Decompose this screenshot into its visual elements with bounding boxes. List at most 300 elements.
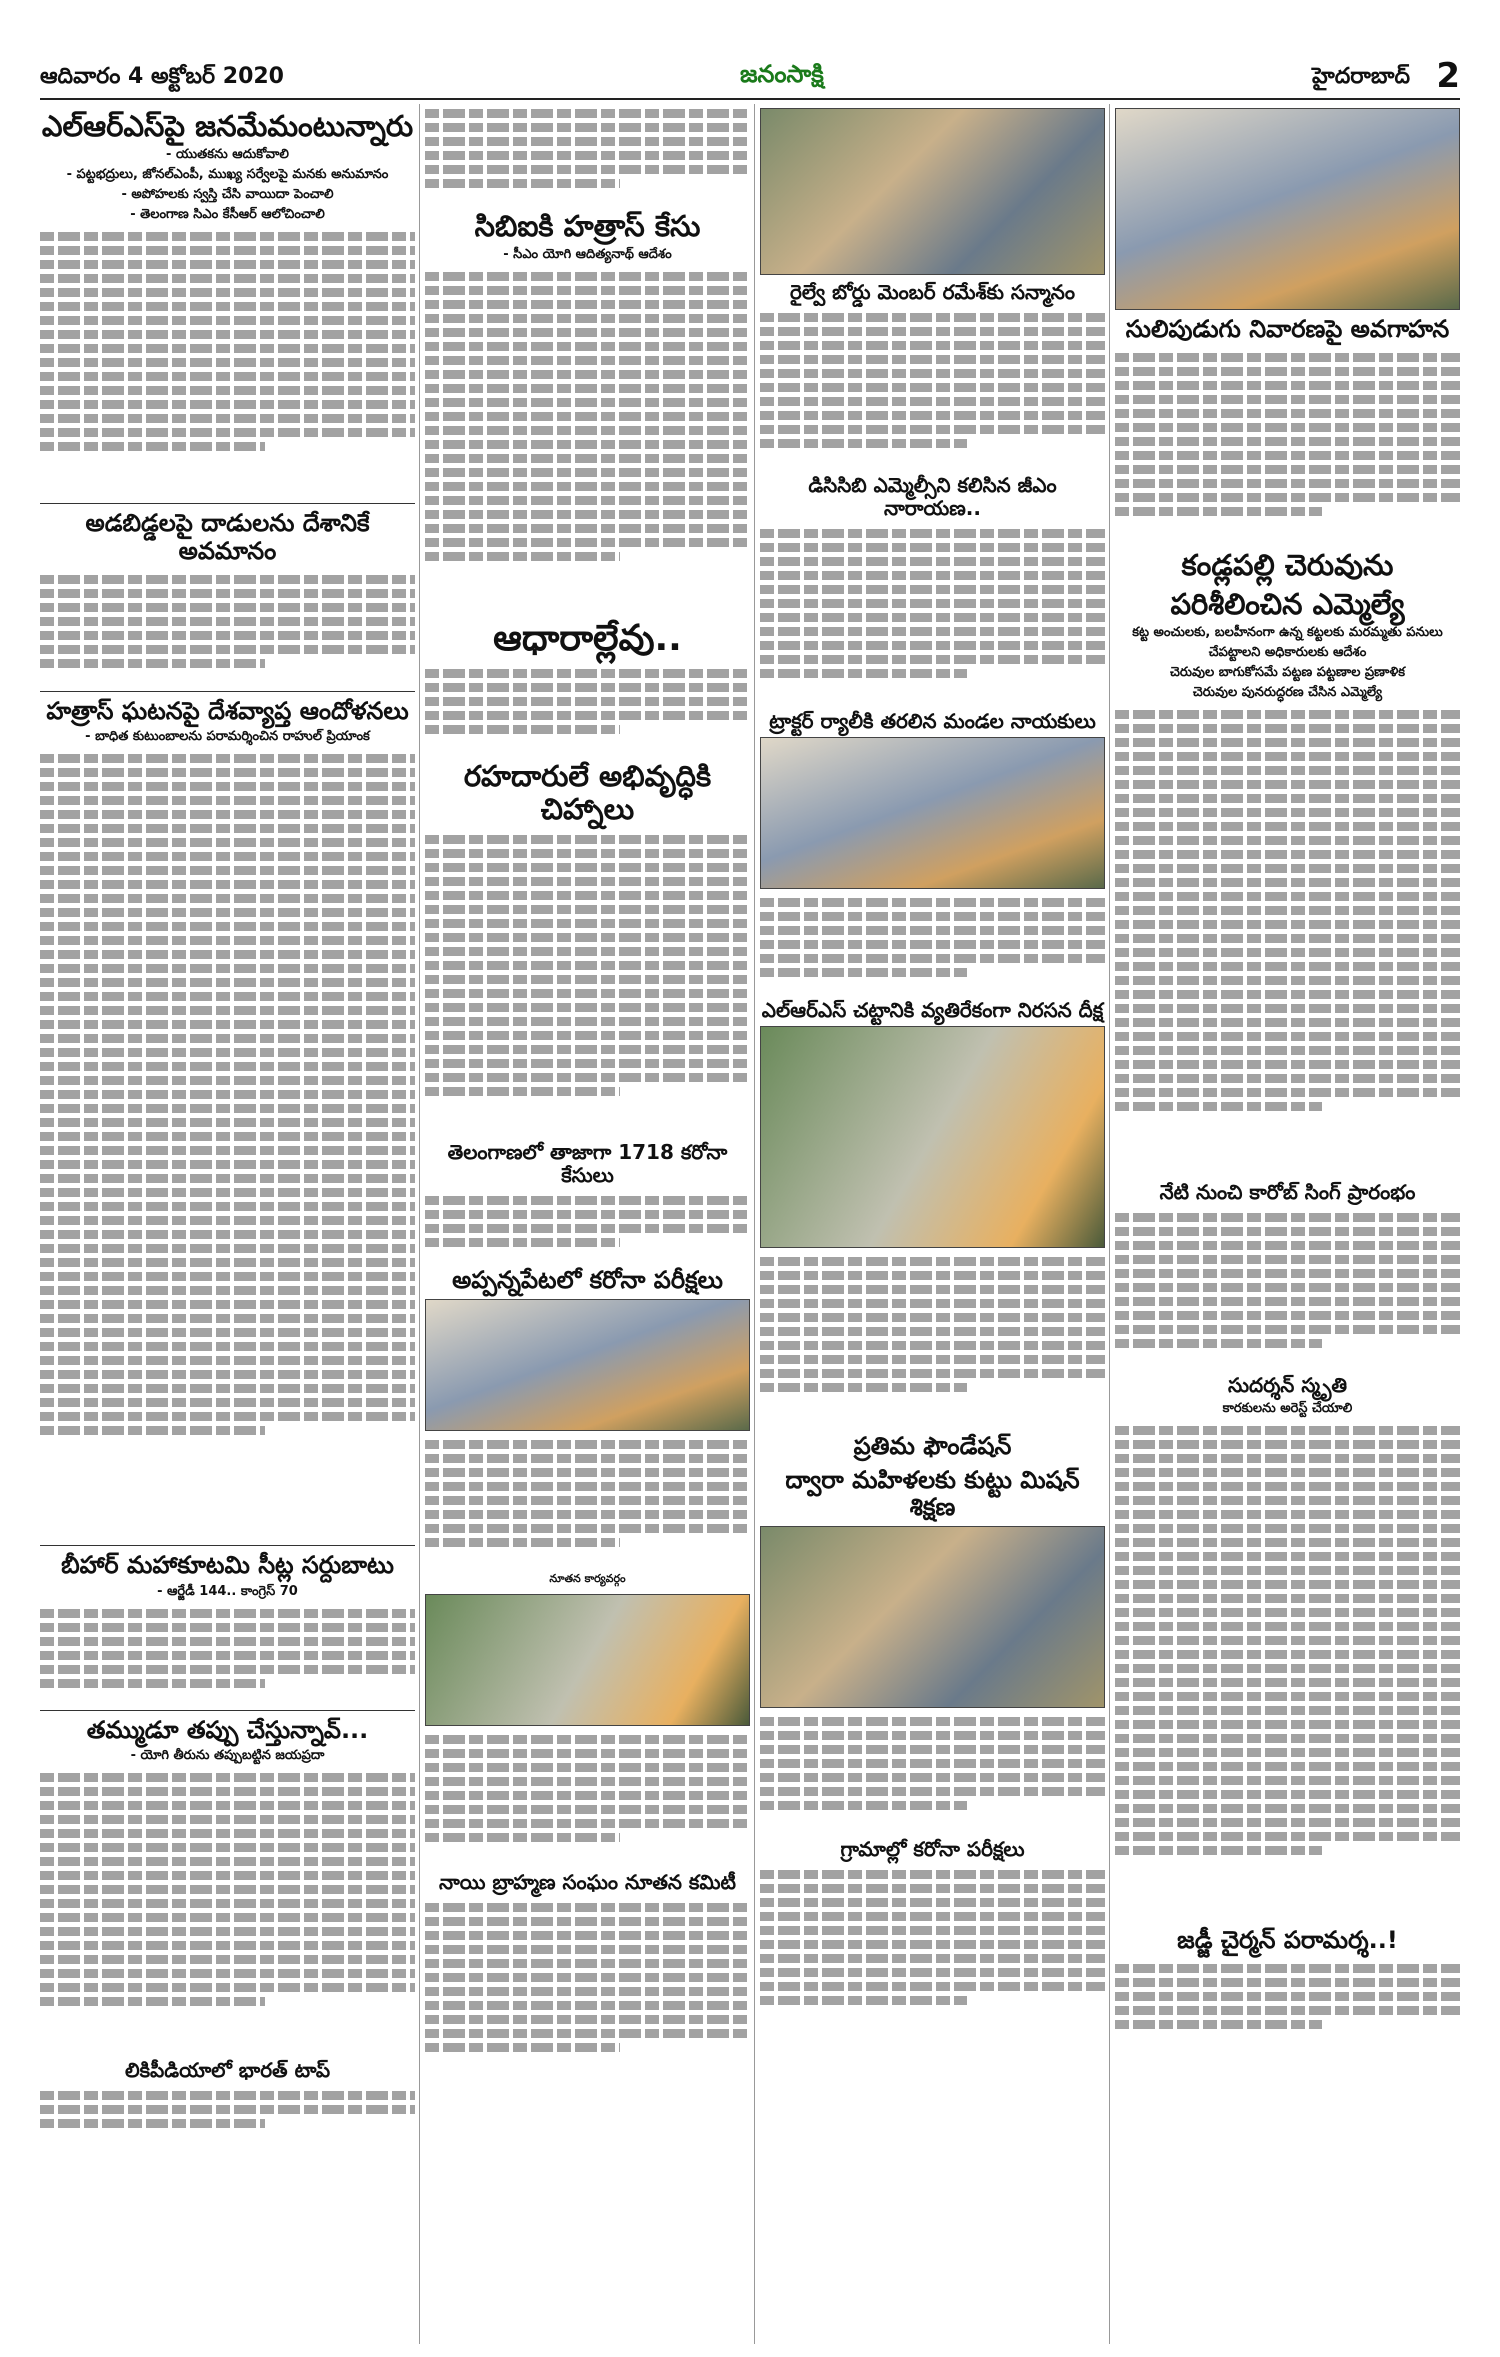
text-line: [1115, 1832, 1460, 1841]
text-line: [760, 1884, 1105, 1893]
text-line: [425, 947, 750, 956]
text-line: [425, 975, 750, 984]
column-3: [760, 104, 1105, 2025]
text-line: [40, 1342, 415, 1351]
text-line: [760, 669, 967, 678]
text-line: [40, 232, 415, 241]
text-line: [40, 782, 415, 791]
text-line: [1115, 1720, 1460, 1729]
text-line: [40, 442, 265, 451]
text-line: [1115, 1018, 1460, 1027]
text-line: [760, 397, 1105, 406]
text-line: [40, 1398, 415, 1407]
text-line: [425, 314, 750, 323]
text-line: [425, 1482, 750, 1491]
text-line: [1115, 2006, 1460, 2015]
text-line: [425, 524, 750, 533]
text-line: [1115, 1804, 1460, 1813]
masthead-logo: జనంసాక్షి: [740, 60, 824, 88]
text-line: [425, 440, 750, 449]
text-line: [425, 697, 750, 706]
text-line: [760, 1285, 1105, 1294]
article-body: [760, 524, 1105, 704]
text-line: [760, 1369, 1105, 1378]
text-line: [1115, 1762, 1460, 1771]
headline-appannapeta-tests: అప్పన్నపేటలో కరోనా పరీక్షలు: [452, 1266, 723, 1295]
text-line: [40, 1983, 415, 1992]
headline-lrs-protest: ఎల్ఆర్ఎస్ చట్టానికి వ్యతిరేకంగా నిరసన దీక్ష: [761, 998, 1104, 1022]
text-line: [40, 1609, 415, 1618]
text-line: [1115, 1510, 1460, 1519]
text-line: [425, 2015, 750, 2024]
text-line: [40, 1034, 415, 1043]
text-line: [40, 1829, 415, 1838]
text-line: [425, 725, 620, 734]
subhead: - తెలంగాణ సిఎం కేసీఆర్ ఆలోచించాలి: [130, 207, 325, 223]
text-line: [425, 919, 750, 928]
text-line: [425, 398, 750, 407]
header-date: ఆదివారం 4 అక్టోబర్ 2020: [40, 64, 284, 89]
text-line: [40, 645, 415, 654]
text-line: [40, 936, 415, 945]
subhead: చెరువుల బాగుకోసమే పట్టణ పట్టణాల ప్రణాళిక: [1169, 665, 1406, 681]
text-line: [40, 1927, 415, 1936]
text-line: [1115, 1241, 1460, 1250]
text-line: [1115, 1297, 1460, 1306]
text-line: [425, 1524, 750, 1533]
text-line: [760, 1773, 1105, 1782]
headline-roads-development: రహదారులే అభివృద్ధికి చిహ్నాలు: [463, 758, 712, 827]
text-line: [1115, 1088, 1460, 1097]
text-line: [1115, 1060, 1460, 1069]
text-line: [1115, 934, 1460, 943]
article-body: [425, 1191, 750, 1261]
article-body: [760, 308, 1105, 468]
text-line: [1115, 423, 1460, 432]
headline-corona-cases: తెలంగాణలో తాజాగా 1718 కరోనా కేసులు: [447, 1140, 728, 1188]
subhead: - బాధిత కుటుంబాలను పరామర్శించిన రాహుల్ ప్రియాంక: [85, 729, 370, 745]
text-line: [425, 286, 750, 295]
text-line: [760, 898, 1105, 907]
text-line: [425, 1791, 750, 1800]
text-line: [1115, 1992, 1460, 2001]
text-line: [1115, 836, 1460, 845]
text-line: [1115, 479, 1460, 488]
text-line: [425, 905, 750, 914]
column-rule: [1109, 104, 1110, 2344]
text-line: [425, 1819, 750, 1828]
text-line: [425, 1959, 750, 1968]
text-line: [425, 1917, 750, 1926]
photo-corona-testing: [425, 1299, 750, 1431]
text-line: [760, 1355, 1105, 1364]
text-line: [1115, 1706, 1460, 1715]
article-body: [40, 2086, 415, 2146]
text-line: [40, 1412, 415, 1421]
text-line: [425, 370, 750, 379]
text-line: [40, 575, 415, 584]
text-line: [425, 1468, 750, 1477]
text-line: [1115, 976, 1460, 985]
text-line: [425, 933, 750, 942]
text-line: [425, 1805, 750, 1814]
text-line: [425, 342, 750, 351]
text-line: [40, 1048, 415, 1057]
article-body: [425, 830, 750, 1135]
text-line: [1115, 808, 1460, 817]
text-line: [425, 1031, 750, 1040]
text-line: [40, 603, 415, 612]
text-line: [425, 123, 750, 132]
text-line: [1115, 1580, 1460, 1589]
text-line: [425, 426, 750, 435]
text-line: [425, 1059, 750, 1068]
text-line: [760, 641, 1105, 650]
text-line: [760, 1341, 1105, 1350]
headline-cbi-hathras: సిబిఐకి హత్రాస్ కేసు: [474, 209, 701, 243]
text-line: [40, 400, 415, 409]
text-line: [1115, 948, 1460, 957]
text-line: [40, 1202, 415, 1211]
headline-lrs: ఎల్ఆర్ఎస్‌పై జనమేమంటున్నారు: [41, 109, 414, 143]
article-body: [1115, 1959, 1460, 2039]
text-line: [425, 711, 750, 720]
text-line: [40, 1216, 415, 1225]
article-body: [1115, 1421, 1460, 1921]
text-line: [1115, 766, 1460, 775]
column-4: [1115, 104, 1460, 2039]
text-line: [40, 1637, 415, 1646]
text-line: [1115, 1426, 1460, 1435]
text-line: [40, 880, 415, 889]
text-line: [425, 300, 750, 309]
text-line: [40, 1651, 415, 1660]
subhead: - యుతకను ఆదుకోవాలి: [166, 147, 289, 163]
text-line: [425, 1238, 620, 1247]
text-line: [1115, 1482, 1460, 1491]
text-line: [425, 1903, 750, 1912]
text-line: [40, 1328, 415, 1337]
text-line: [40, 1146, 415, 1155]
text-line: [760, 1898, 1105, 1907]
article-body: [425, 1730, 750, 1865]
text-line: [760, 1912, 1105, 1921]
text-line: [425, 510, 750, 519]
text-line: [40, 1244, 415, 1253]
text-line: [1115, 962, 1460, 971]
text-line: [1115, 1748, 1460, 1757]
subhead: చెరువుల పునరుద్ధరణ చేసిన ఎమ్మెల్యే: [1192, 685, 1383, 701]
article-body: [40, 570, 415, 685]
text-line: [40, 754, 415, 763]
text-line: [40, 1801, 415, 1810]
text-line: [425, 877, 750, 886]
text-line: [425, 1931, 750, 1940]
text-line: [40, 414, 415, 423]
text-line: [1115, 1311, 1460, 1320]
text-line: [760, 411, 1105, 420]
text-line: [1115, 1818, 1460, 1827]
page-number: 2: [1436, 56, 1460, 96]
text-line: [425, 1073, 750, 1082]
headline-bihar-alliance: బీహార్ మహాకూటమి సీట్ల సర్దుబాటు: [61, 1551, 394, 1580]
text-line: [1115, 1046, 1460, 1055]
text-line: [760, 341, 1105, 350]
text-line: [40, 1006, 415, 1015]
text-line: [1115, 1552, 1460, 1561]
text-line: [760, 1299, 1105, 1308]
photo-tractor-rally: [760, 737, 1105, 889]
text-line: [425, 2043, 620, 2052]
text-line: [425, 1210, 750, 1219]
text-line: [1115, 409, 1460, 418]
subhead: కట్ట అంచులకు, బలహీనంగా ఉన్న కట్టలకు మరమ్మతు పనులు: [1132, 625, 1443, 641]
text-line: [40, 866, 415, 875]
subhead: - యోగి తీరును తప్పుబట్టిన జయప్రదా: [130, 1748, 325, 1764]
text-line: [425, 961, 750, 970]
text-line: [40, 372, 415, 381]
article-body: [760, 1865, 1105, 2025]
text-line: [425, 1003, 750, 1012]
text-line: [760, 585, 1105, 594]
photo-caption: నూతన కార్యవర్గం: [549, 1572, 626, 1586]
column-rule: [419, 104, 420, 2344]
text-line: [40, 894, 415, 903]
text-line: [425, 863, 750, 872]
text-line: [40, 1286, 415, 1295]
text-line: [425, 1973, 750, 1982]
text-line: [425, 1017, 750, 1026]
photo-new-committee: [425, 1594, 750, 1726]
text-line: [40, 302, 415, 311]
headline-women-attacks: అడబిడ్డలపై దాడులను దేశానికే అవమానం: [85, 509, 370, 565]
photo-sewing-training: [760, 1526, 1105, 1708]
text-line: [1115, 1496, 1460, 1505]
subhead: - అపోహలకు స్వస్తి చేసి వాయిదా పెంచాలి: [121, 187, 334, 203]
text-line: [425, 1196, 750, 1205]
text-line: [40, 2105, 415, 2114]
text-line: [425, 1987, 750, 1996]
subhead: - ఆర్జేడీ 144.. కాంగ్రెస్ 70: [157, 1583, 298, 1599]
text-line: [40, 852, 415, 861]
text-line: [1115, 353, 1460, 362]
text-line: [1115, 1650, 1460, 1659]
article-body: [40, 1604, 415, 1704]
headline-railway-board: రైల్వే బోర్డు మెంబర్ రమేశ్‌కు సన్మానం: [790, 280, 1075, 304]
text-line: [425, 482, 750, 491]
text-line: [1115, 1102, 1322, 1111]
text-line: [425, 1735, 750, 1744]
text-line: [760, 1745, 1105, 1754]
text-line: [760, 1870, 1105, 1879]
text-line: [425, 989, 750, 998]
text-line: [40, 1356, 415, 1365]
subhead: - పట్టభద్రులు, జోనల్‌ఎంపీ, ముఖ్య సర్వేలపై మనకు అనుమానం: [66, 167, 389, 183]
text-line: [40, 964, 415, 973]
text-line: [40, 1230, 415, 1239]
text-line: [40, 1104, 415, 1113]
text-line: [40, 1969, 415, 1978]
text-line: [40, 1314, 415, 1323]
text-line: [760, 425, 1105, 434]
text-line: [40, 810, 415, 819]
text-line: [760, 355, 1105, 364]
text-line: [425, 835, 750, 844]
text-line: [40, 1160, 415, 1169]
photo-protest: [760, 1026, 1105, 1248]
text-line: [425, 165, 750, 174]
headline-kandlapalli: కండ్లపల్లి చెరువును: [1181, 547, 1394, 582]
page-header: [40, 58, 1460, 100]
subhead: కారకులను అరెస్ట్ చేయాలి: [1222, 1401, 1353, 1417]
text-line: [40, 1787, 415, 1796]
text-line: [760, 1801, 967, 1810]
photo-awareness: [1115, 108, 1460, 310]
subhead: చేపట్టాలని అధికారులకు ఆదేశం: [1208, 645, 1367, 661]
text-line: [40, 386, 415, 395]
text-line: [425, 1749, 750, 1758]
text-line: [1115, 864, 1460, 873]
text-line: [40, 992, 415, 1001]
text-line: [760, 613, 1105, 622]
text-line: [425, 1833, 620, 1842]
article-body: [425, 1435, 750, 1570]
text-line: [1115, 1692, 1460, 1701]
text-line: [425, 849, 750, 858]
text-line: [760, 1717, 1105, 1726]
text-line: [40, 978, 415, 987]
text-line: [40, 428, 415, 437]
text-line: [760, 571, 1105, 580]
text-line: [40, 1062, 415, 1071]
text-line: [425, 179, 620, 188]
text-line: [760, 1271, 1105, 1280]
text-line: [760, 543, 1105, 552]
text-line: [1115, 990, 1460, 999]
text-line: [425, 1440, 750, 1449]
text-line: [1115, 1978, 1460, 1987]
text-line: [1115, 794, 1460, 803]
text-line: [760, 1327, 1105, 1336]
text-line: [40, 344, 415, 353]
text-line: [1115, 780, 1460, 789]
text-line: [1115, 465, 1460, 474]
headline-sulipudugu: సులిపుడుగు నివారణపై అవగాహన: [1125, 315, 1450, 343]
photo-felicitation: [760, 108, 1105, 275]
text-line: [40, 796, 415, 805]
text-line: [1115, 1255, 1460, 1264]
text-line: [40, 824, 415, 833]
text-line: [40, 1370, 415, 1379]
text-line: [760, 926, 1105, 935]
headline-judge-chairman: జడ్జీ చైర్మన్ పరామర్శ..!: [1177, 1926, 1398, 1955]
text-line: [1115, 1213, 1460, 1222]
text-line: [1115, 920, 1460, 929]
text-line: [1115, 1594, 1460, 1603]
text-line: [40, 1815, 415, 1824]
text-line: [425, 356, 750, 365]
text-line: [40, 908, 415, 917]
text-line: [40, 1913, 415, 1922]
text-line: [1115, 1636, 1460, 1645]
headline-jayaprada: తమ్ముడూ తప్పు చేస్తున్నావ్...: [86, 1715, 369, 1744]
text-line: [425, 1224, 750, 1233]
text-line: [425, 1087, 620, 1096]
text-line: [425, 328, 750, 337]
headline-wikipedia: లికిపీడియాలో భారత్ టాప్: [124, 2058, 331, 2083]
text-line: [1115, 1734, 1460, 1743]
column-rule: [754, 104, 755, 2344]
headline-karob-singh: నేటి నుంచి కారోబ్ సింగ్ ప్రారంభం: [1159, 1180, 1416, 1205]
article-body: [40, 1768, 415, 2053]
text-line: [760, 1787, 1105, 1796]
text-line: [40, 1384, 415, 1393]
text-line: [40, 1090, 415, 1099]
text-line: [1115, 724, 1460, 733]
text-line: [40, 1679, 265, 1688]
text-line: [425, 496, 750, 505]
text-line: [40, 260, 415, 269]
text-line: [40, 1899, 415, 1908]
text-line: [40, 1426, 265, 1435]
headline-nayi-brahmin: నాయి బ్రాహ్మణ సంఘం నూతన కమిటీ: [439, 1870, 736, 1895]
text-line: [40, 631, 415, 640]
text-line: [1115, 710, 1460, 719]
text-line: [1115, 381, 1460, 390]
text-line: [760, 1996, 967, 2005]
text-line: [425, 1763, 750, 1772]
text-line: [425, 1538, 620, 1547]
text-line: [760, 954, 1105, 963]
text-line: [40, 1997, 265, 2006]
column-2: [425, 104, 750, 2083]
text-line: [40, 1955, 415, 1964]
text-line: [760, 1940, 1105, 1949]
text-line: [40, 246, 415, 255]
article-body: [40, 749, 415, 1539]
text-line: [40, 1857, 415, 1866]
text-line: [1115, 2020, 1322, 2029]
header-city: హైదరాబాద్: [1312, 64, 1410, 89]
text-line: [760, 1731, 1105, 1740]
text-line: [425, 468, 750, 477]
text-line: [1115, 1468, 1460, 1477]
article-body: [425, 1898, 750, 2083]
text-line: [40, 1871, 415, 1880]
text-line: [425, 151, 750, 160]
text-line: [40, 1258, 415, 1267]
text-line: [1115, 507, 1322, 516]
text-line: [1115, 1283, 1460, 1292]
text-line: [1115, 1846, 1322, 1855]
text-line: [760, 439, 967, 448]
headline-hathras-protests: హత్రాస్ ఘటనపై దేశవ్యాప్త ఆందోళనలు: [46, 696, 409, 725]
text-line: [1115, 1032, 1460, 1041]
text-line: [425, 552, 620, 561]
text-line: [40, 768, 415, 777]
text-line: [40, 1623, 415, 1632]
text-line: [1115, 1790, 1460, 1799]
text-line: [40, 659, 265, 668]
text-line: [425, 669, 750, 678]
article-body: [1115, 348, 1460, 543]
text-line: [40, 288, 415, 297]
text-line: [1115, 1664, 1460, 1673]
text-line: [40, 1118, 415, 1127]
text-line: [40, 316, 415, 325]
text-line: [1115, 892, 1460, 901]
text-line: [40, 1843, 415, 1852]
